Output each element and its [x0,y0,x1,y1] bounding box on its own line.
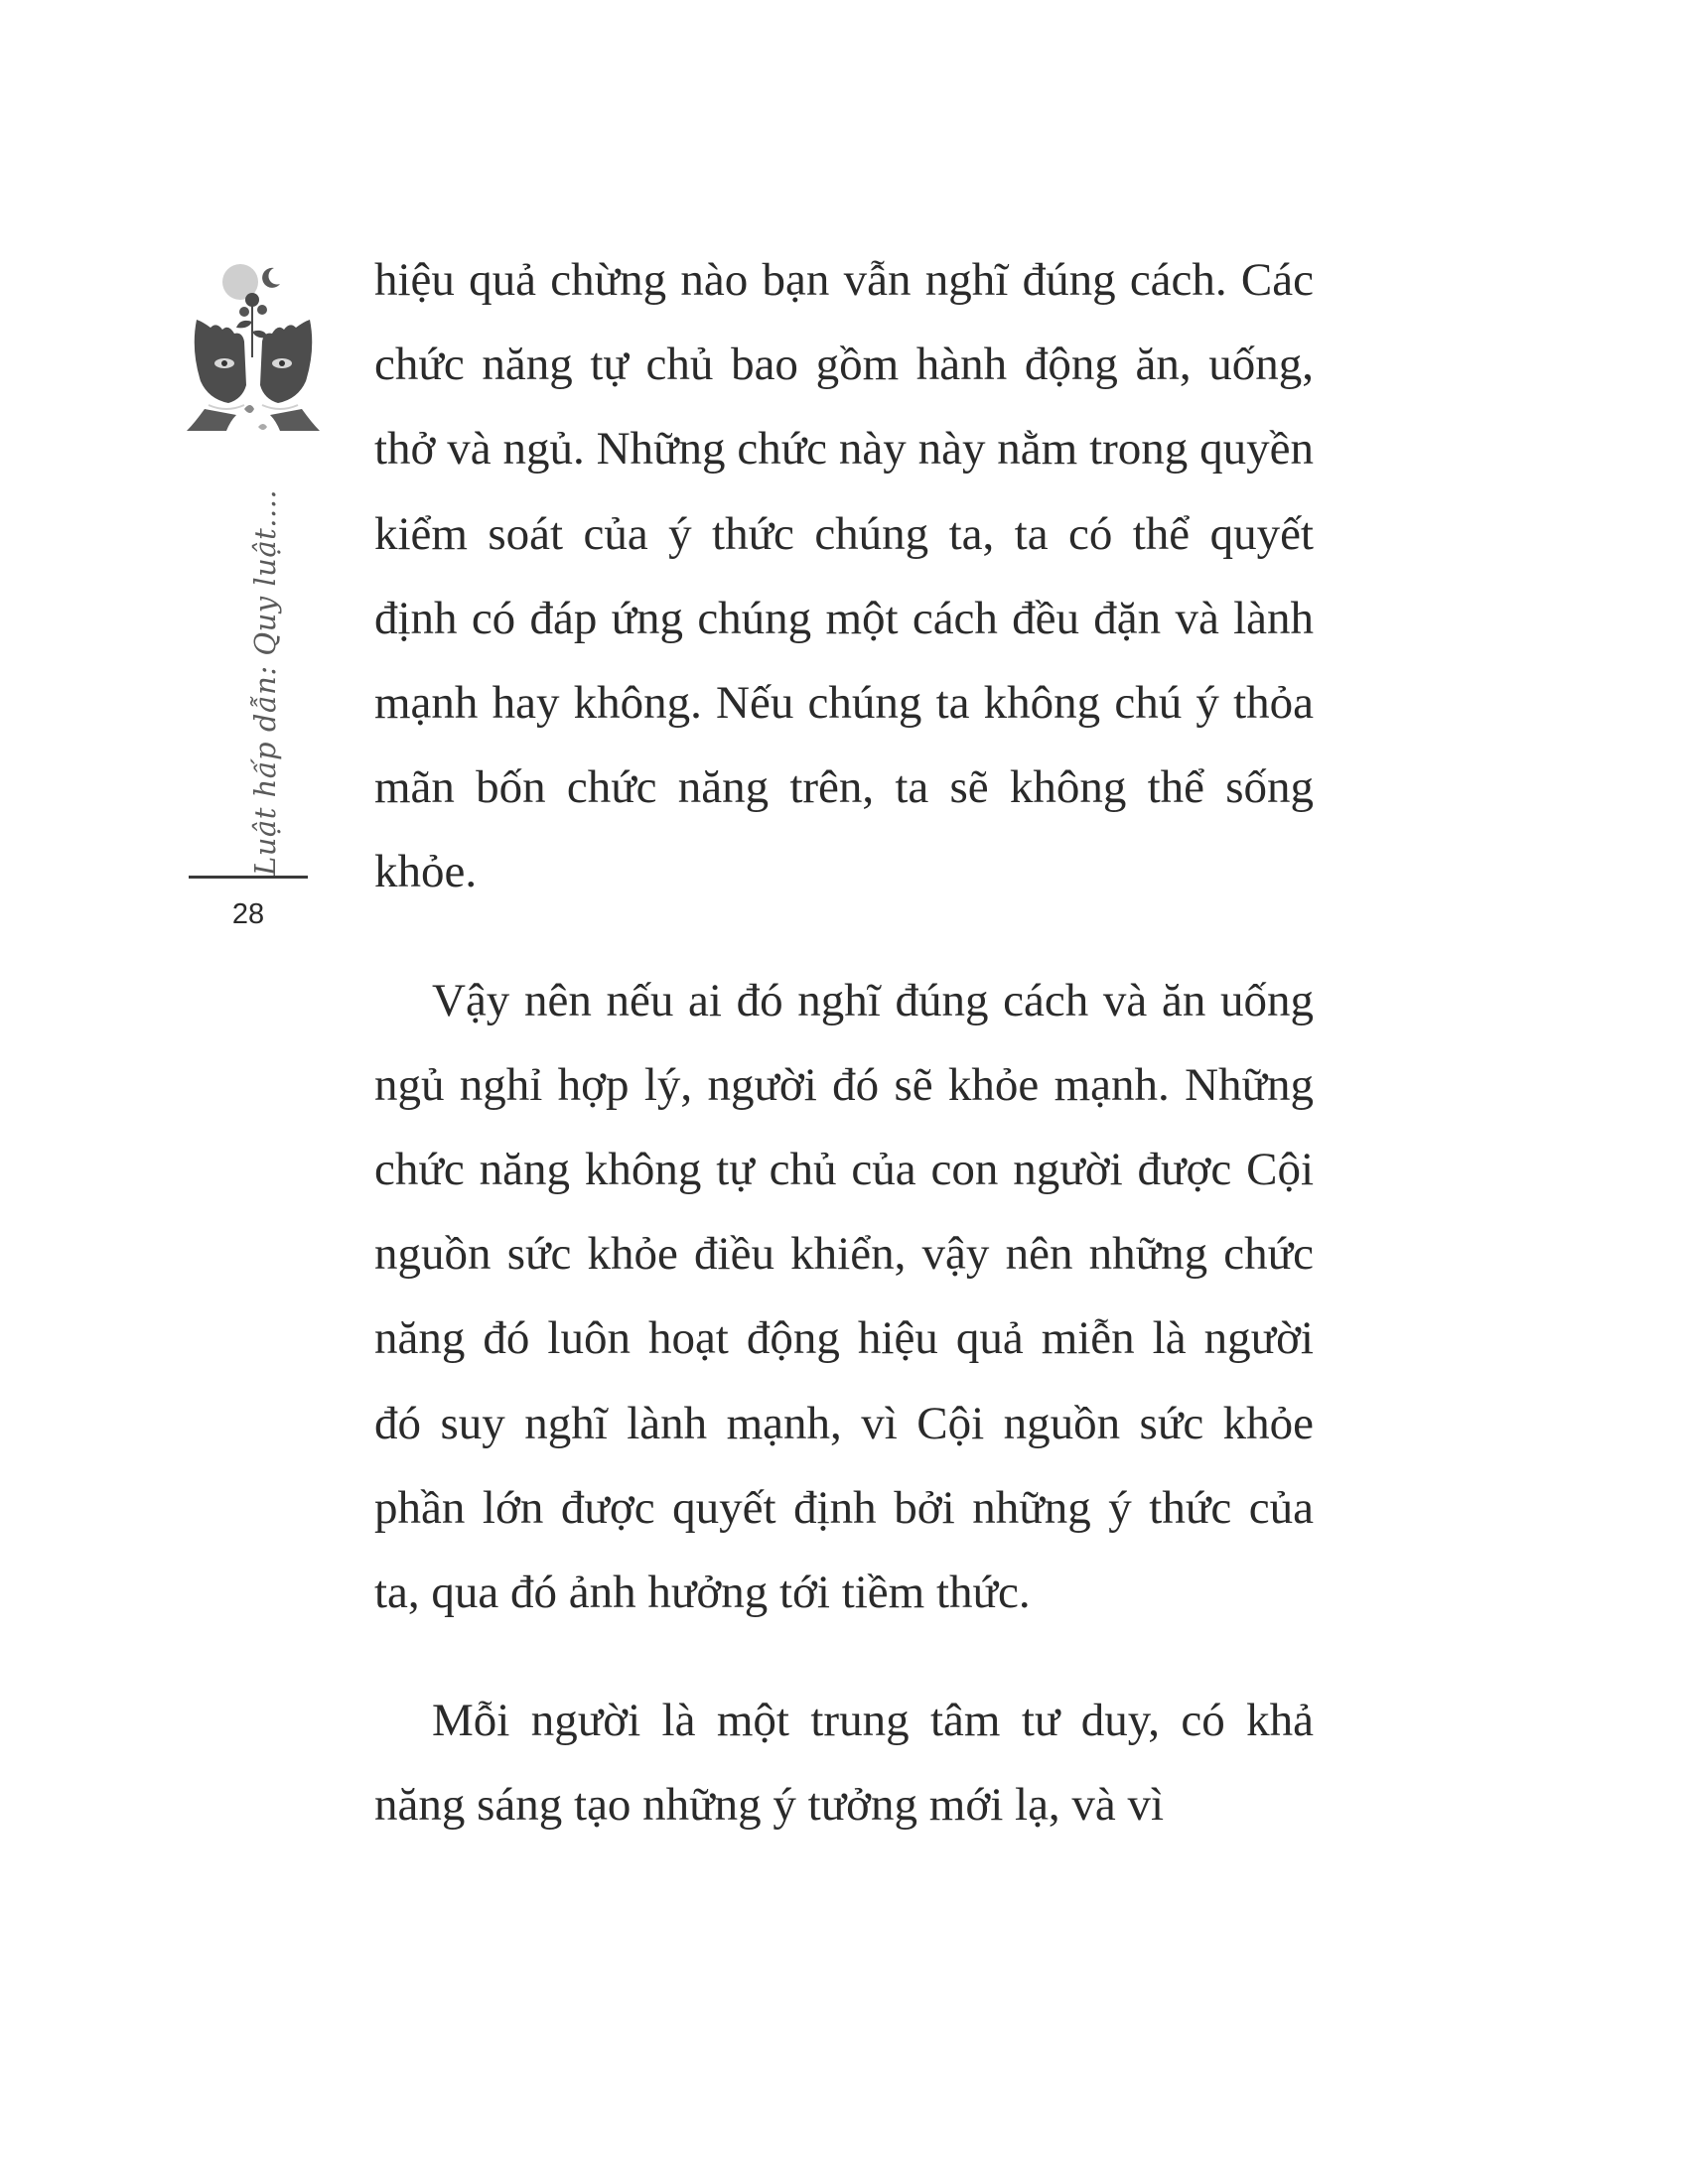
paragraph: Vậy nên nếu ai đó nghĩ đúng cách và ăn uống ngủ nghỉ hợp lý, người đó sẽ khỏe mạnh. Những chức năng không tự chủ của con người được Cội nguồn sức khỏe điều khiển, vậy nên những chức năng đó luôn hoạt động hiệu quả miễn là người đó suy nghĩ lành mạnh, vì Cội nguồn sức khỏe phần lớn được quyết định bởi những ý thức của ta, qua đó ảnh hưởng tới tiềm thức. [374,974,1314,1619]
header-rule [189,876,308,879]
page-number: 28 [231,898,265,930]
running-title: Luật hấp dẫn: Quy luật.... [248,488,282,876]
paragraph: Mỗi người là một trung tâm tư duy, có khả năng sáng tạo những ý tưởng mới lạ, và vì [374,1695,1314,1832]
hands-flower-moon-emblem-icon [179,260,328,439]
body-text [374,238,1314,1892]
paragraph-continuation: hiệu quả chừng nào bạn vẫn nghĩ đúng cách. Các chức năng tự chủ bao gồm hành động ăn, uống, thở và ngủ. Những chức này này nằm trong quyền kiểm soát của ý thức chúng ta, ta có thể quyết định có đáp ứng chúng một cách đều đặn và lành mạnh hay không. Nếu chúng ta không chú ý thỏa mãn bốn chức năng trên, ta sẽ không thể sống khỏe. [374,254,1314,898]
